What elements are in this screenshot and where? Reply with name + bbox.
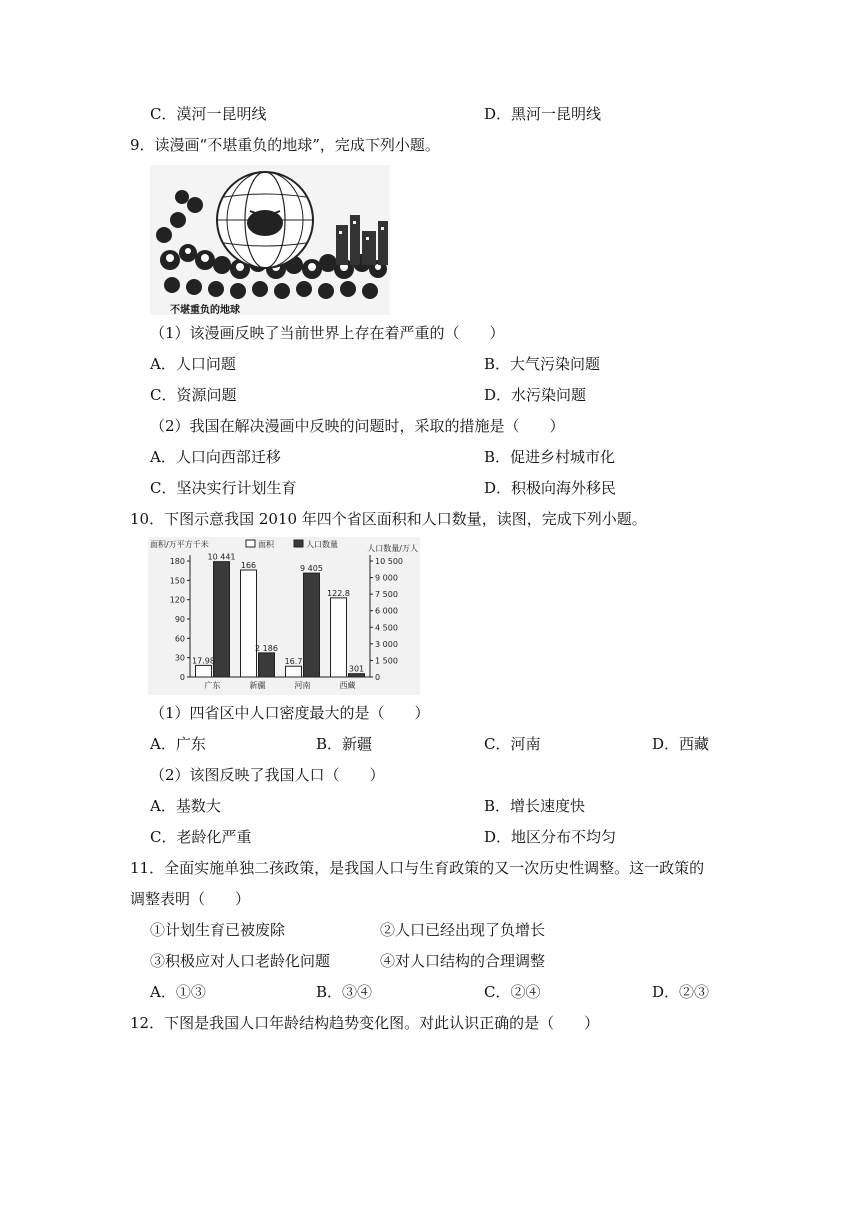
left-tick-label: 0 — [179, 673, 185, 682]
q11-option-c: C．②④ — [484, 983, 541, 1001]
q10-sub1-option-d: D．西藏 — [652, 735, 710, 753]
right-tick-label: 4 500 — [375, 623, 398, 633]
right-tick-label: 3 000 — [375, 639, 398, 649]
right-tick-label: 9 000 — [375, 573, 398, 583]
bar-area — [286, 666, 302, 677]
category-label: 河南 — [294, 681, 311, 690]
right-tick-label: 10 500 — [375, 557, 403, 566]
legend-swatch-area — [246, 540, 255, 547]
overcrowded-earth-cartoon — [150, 165, 390, 315]
q9-stem: 9．读漫画“不堪重负的地球”，完成下列小题。 — [130, 136, 440, 154]
right-axis-title: 人口数量/万人 — [367, 544, 418, 553]
q10-sub1-option-a: A．广东 — [150, 735, 206, 753]
legend-swatch-population — [294, 540, 303, 547]
data-label-area: 17.98 — [192, 656, 215, 666]
q11-stem-line1: 11．全面实施单独二孩政策，是我国人口与生育政策的又一次历史性调整。这一政策的 — [130, 859, 705, 877]
category-label: 西藏 — [339, 681, 356, 690]
legend-label-area: 面积 — [258, 540, 274, 549]
q11-stem-line2: 调整表明（ ） — [130, 890, 251, 908]
left-tick-label: 60 — [174, 634, 185, 644]
q11-statement-4: ④对人口结构的合理调整 — [380, 952, 546, 970]
q11-statement-3: ③积极应对人口老龄化问题 — [150, 952, 331, 970]
left-tick-label: 180 — [169, 557, 185, 566]
q10-sub2-option-c: C．老龄化严重 — [150, 828, 252, 846]
bar-population — [349, 674, 365, 677]
q9-sub2-option-b: B．促进乡村城市化 — [484, 448, 616, 466]
q11-option-a: A．①③ — [150, 983, 206, 1001]
right-tick-label: 1 500 — [375, 656, 398, 666]
q8-option-d: D．黑河一昆明线 — [484, 105, 602, 123]
bar-area — [196, 665, 212, 677]
data-label-population: 10 441 — [207, 552, 236, 562]
q11-option-b: B．③④ — [316, 983, 373, 1001]
data-label-population: 301 — [348, 664, 365, 674]
data-label-population: 9 405 — [300, 564, 323, 574]
right-tick-label: 6 000 — [375, 606, 398, 616]
q10-stem: 10．下图示意我国 2010 年四个省区面积和人口数量，读图，完成下列小题。 — [130, 510, 647, 528]
q9-sub2-option-a: A．人口向西部迁移 — [150, 448, 281, 466]
bar-population — [259, 653, 275, 677]
q10-sub2-option-d: D．地区分布不均匀 — [484, 828, 617, 846]
q10-sub1-stem: （1）四省区中人口密度最大的是（ ） — [150, 704, 430, 722]
q9-sub2-option-d: D．积极向海外移民 — [484, 479, 617, 497]
q10-sub1-option-c: C．河南 — [484, 735, 541, 753]
q10-sub2-option-a: A．基数大 — [150, 797, 221, 815]
q11-statement-1: ①计划生育已被废除 — [150, 921, 286, 939]
area-population-chart — [148, 537, 420, 695]
left-tick-label: 120 — [169, 595, 185, 605]
q9-sub1-option-b: B．大气污染问题 — [484, 355, 601, 373]
bar-population — [214, 562, 230, 677]
right-tick-label: 0 — [375, 673, 381, 682]
bar-area — [241, 570, 257, 677]
category-label: 新疆 — [249, 681, 266, 690]
cartoon-caption: 不堪重负的地球 — [170, 305, 240, 316]
category-label: 广东 — [204, 681, 221, 690]
bar-population — [304, 573, 320, 677]
left-axis-title: 面积/万平方千米 — [150, 540, 209, 549]
left-tick-label: 30 — [174, 653, 185, 663]
q12-stem: 12．下图是我国人口年龄结构趋势变化图。对此认识正确的是（ ） — [130, 1014, 600, 1032]
data-label-area: 122.8 — [327, 588, 350, 598]
q11-statement-2: ②人口已经出现了负增长 — [380, 921, 546, 939]
q10-sub1-option-b: B．新疆 — [316, 735, 373, 753]
left-tick-label: 90 — [174, 615, 185, 624]
q9-sub1-stem: （1）该漫画反映了当前世界上存在着严重的（ ） — [150, 324, 505, 342]
data-label-area: 16.7 — [284, 657, 303, 667]
q9-sub1-option-a: A．人口问题 — [150, 355, 236, 373]
right-tick-label: 7 500 — [375, 590, 398, 600]
q9-sub1-option-d: D．水污染问题 — [484, 386, 587, 404]
q9-sub2-stem: （2）我国在解决漫画中反映的问题时，采取的措施是（ ） — [150, 417, 565, 435]
data-label-population: 2 186 — [255, 643, 278, 653]
q8-option-c: C．漠河一昆明线 — [150, 105, 267, 123]
bar-area — [331, 598, 347, 677]
data-label-area: 166 — [240, 561, 257, 571]
q10-sub2-stem: （2）该图反映了我国人口（ ） — [150, 766, 385, 784]
q10-sub2-option-b: B．增长速度快 — [484, 797, 586, 815]
left-tick-label: 150 — [169, 576, 185, 586]
q11-option-d: D．②③ — [652, 983, 710, 1001]
legend-label-population: 人口数量 — [306, 540, 338, 549]
q9-sub1-option-c: C．资源问题 — [150, 386, 237, 404]
q9-sub2-option-c: C．坚决实行计划生育 — [150, 479, 297, 497]
